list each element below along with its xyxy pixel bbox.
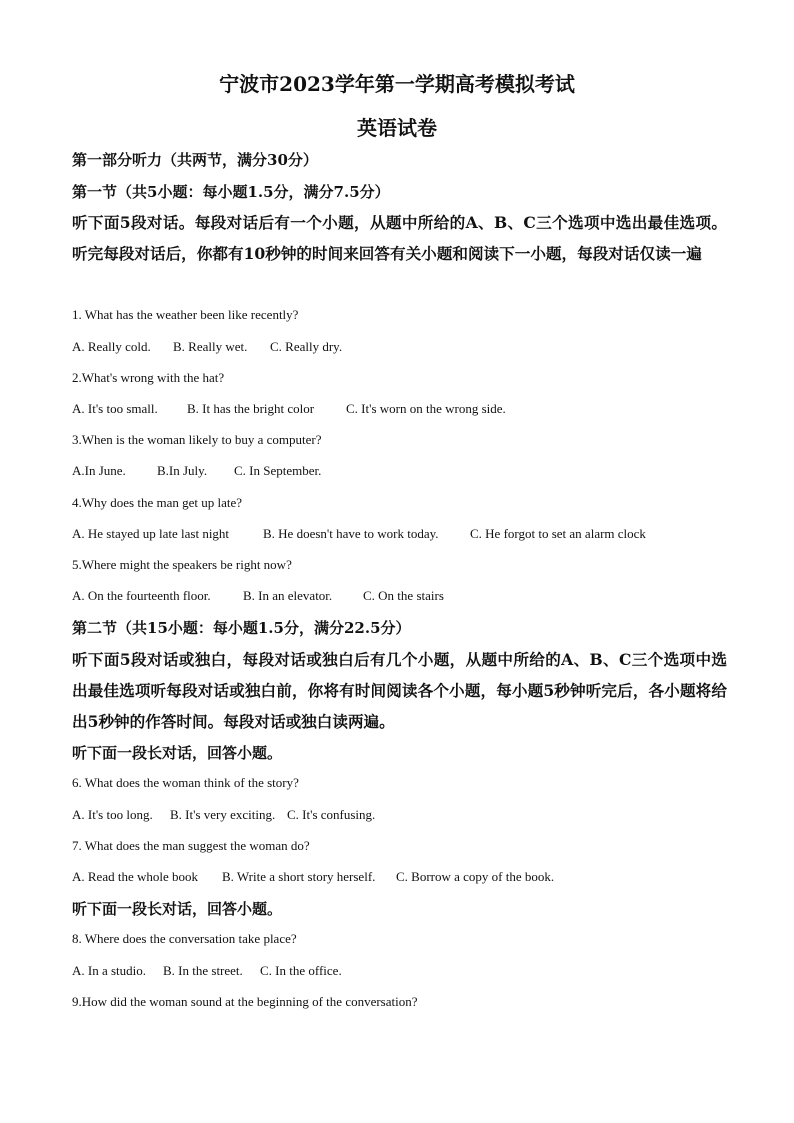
option-c: C. On the stairs	[363, 588, 444, 603]
question-4-options	[72, 525, 646, 543]
option-c: C. It's confusing.	[287, 807, 376, 822]
option-c: C. Borrow a copy of the book.	[396, 869, 555, 884]
question-1-options	[72, 338, 342, 356]
option-c: C. He forgot to set an alarm clock	[470, 526, 646, 541]
question-1: 1. What has the weather been like recently?	[72, 307, 299, 322]
question-7: 7. What does the man suggest the woman do?	[72, 838, 310, 853]
exam-title: 宁波市2023学年第一学期高考模拟考试	[219, 72, 575, 96]
question-2: 2.What's wrong with the hat?	[72, 370, 225, 385]
option-b: B. Write a short story herself.	[222, 869, 376, 884]
option-a: A. Read the whole book	[72, 869, 199, 884]
option-b: B.In July.	[157, 463, 208, 478]
section2-instructions: 听下面5段对话或独白，每段对话或独白后有几个小题，从题中所给的A、B、C三个选项中选出最佳选项听每段对话或独白前，你将有时间阅读各个小题，每小题5秒钟听完后，各小题将给出5秒钟的作答时间。每段对话或独白读两遍。	[72, 650, 727, 731]
option-a: A. It's too small.	[72, 401, 158, 416]
option-a: A.In June.	[72, 463, 126, 478]
question-6: 6. What does the woman think of the story?	[72, 775, 299, 790]
option-a: A. Really cold.	[72, 339, 151, 354]
option-a: A. He stayed up late last night	[72, 526, 230, 541]
question-3-options	[72, 462, 321, 480]
section2-heading: 第二节（共15小题：每小题1.5分，满分22.5分）	[72, 619, 411, 637]
option-b: B. Really wet.	[173, 339, 248, 354]
question-4: 4.Why does the man get up late?	[72, 495, 243, 510]
option-c: C. It's worn on the wrong side.	[346, 401, 506, 416]
option-b: B. He doesn't have to work today.	[263, 526, 439, 541]
option-a: A. In a studio.	[72, 963, 147, 978]
option-a: A. It's too long.	[72, 807, 153, 822]
question-2-options	[72, 400, 506, 418]
question-5: 5.Where might the speakers be right now?	[72, 557, 292, 572]
question-7-options	[72, 868, 554, 886]
question-8-options	[72, 962, 342, 980]
question-9: 9.How did the woman sound at the beginning of the conversation?	[72, 994, 418, 1009]
question-3: 3.When is the woman likely to buy a computer?	[72, 432, 322, 447]
option-b: B. It's very exciting.	[170, 807, 276, 822]
option-a: A. On the fourteenth floor.	[72, 588, 211, 603]
option-b: B. In an elevator.	[243, 588, 333, 603]
question-5-options	[72, 587, 444, 605]
option-b: B. It has the bright color	[187, 401, 315, 416]
dialogue-prompt-1: 听下面一段长对话，回答小题。	[72, 744, 283, 762]
option-c: C. In September.	[234, 463, 322, 478]
option-c: C. Really dry.	[270, 339, 343, 354]
exam-subtitle: 英语试卷	[357, 116, 437, 140]
part1-heading: 第一部分听力（共两节，满分30分）	[72, 151, 318, 169]
section1-instructions: 听下面5段对话。每段对话后有一个小题，从题中所给的A、B、C三个选项中选出最佳选项。听完每段对话后，你都有10秒钟的时间来回答有关小题和阅读下一小题，每段对话仅读一遍	[72, 213, 727, 263]
question-6-options	[72, 806, 375, 824]
dialogue-prompt-2: 听下面一段长对话，回答小题。	[72, 900, 283, 918]
option-b: B. In the street.	[163, 963, 243, 978]
section1-heading: 第一节（共5小题：每小题1.5分，满分7.5分）	[72, 183, 390, 201]
option-c: C. In the office.	[260, 963, 342, 978]
question-8: 8. Where does the conversation take place?	[72, 931, 297, 946]
